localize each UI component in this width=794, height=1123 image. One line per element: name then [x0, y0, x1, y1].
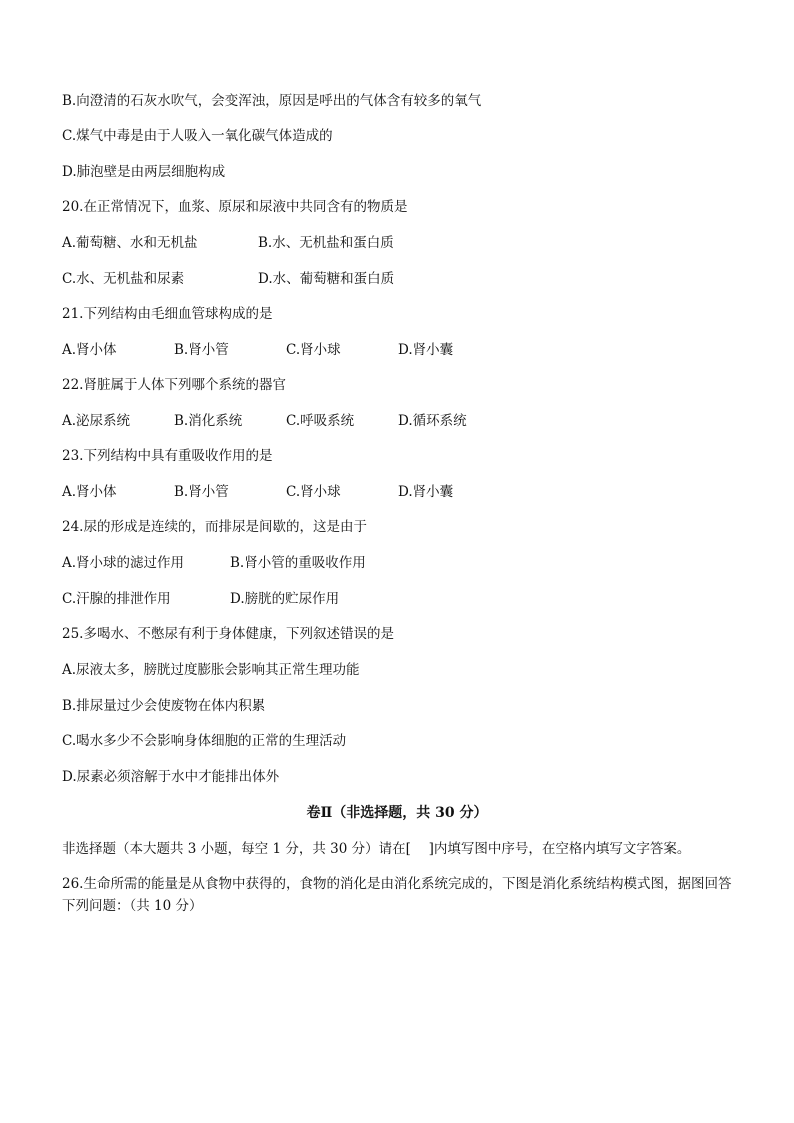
q24-option-d: D.膀胱的贮尿作用: [230, 591, 340, 607]
q21-option-d: D.肾小囊: [398, 342, 454, 358]
q20-option-c: C.水、无机盐和尿素: [62, 271, 185, 287]
section-2-instructions: 非选择题（本大题共 3 小题，每空 1 分，共 30 分）请在[ ]内填写图中序号，在空格内填写文字答案。: [62, 841, 691, 857]
q25-option-b: B.排尿量过少会使废物在体内积累: [62, 698, 266, 714]
q24-stem: 24.尿的形成是连续的，而排尿是间歇的，这是由于: [62, 519, 367, 535]
q21-option-b: B.肾小管: [174, 342, 229, 358]
q23-option-b: B.肾小管: [174, 484, 229, 500]
q26-stem: 26.生命所需的能量是从食物中获得的，食物的消化是由消化系统完成的，下图是消化系统结构模式图，据图回答下列问题：（共 10 分）: [62, 876, 732, 914]
q24-option-b: B.肾小管的重吸收作用: [230, 555, 366, 571]
section-2-title: 卷Ⅱ（非选择题，共 30 分）: [306, 805, 488, 821]
q20-stem: 20.在正常情况下，血浆、原尿和尿液中共同含有的物质是: [62, 199, 408, 215]
q25-stem: 25.多喝水、不憋尿有利于身体健康，下列叙述错误的是: [62, 626, 394, 642]
q19-option-b: B.向澄清的石灰水吹气，会变浑浊，原因是呼出的气体含有较多的氧气: [62, 93, 482, 109]
q19-option-d: D.肺泡壁是由两层细胞构成: [62, 164, 226, 180]
q22-option-d: D.循环系统: [398, 413, 467, 429]
q19-option-c: C.煤气中毒是由于人吸入一氧化碳气体造成的: [62, 128, 333, 144]
q23-option-a: A.肾小体: [62, 484, 117, 500]
q20-option-d: D.水、葡萄糖和蛋白质: [258, 271, 395, 287]
q23-option-c: C.肾小球: [286, 484, 341, 500]
q22-option-a: A.泌尿系统: [62, 413, 131, 429]
q23-option-d: D.肾小囊: [398, 484, 454, 500]
q25-option-d: D.尿素必须溶解于水中才能排出体外: [62, 769, 280, 785]
q25-option-c: C.喝水多少不会影响身体细胞的正常的生理活动: [62, 733, 347, 749]
q21-option-c: C.肾小球: [286, 342, 341, 358]
q20-option-a: A.葡萄糖、水和无机盐: [62, 235, 198, 251]
q20-option-b: B.水、无机盐和蛋白质: [258, 235, 394, 251]
q23-stem: 23.下列结构中具有重吸收作用的是: [62, 448, 273, 464]
q22-stem: 22.肾脏属于人体下列哪个系统的器官: [62, 377, 286, 393]
q21-stem: 21.下列结构由毛细血管球构成的是: [62, 306, 273, 322]
q22-option-c: C.呼吸系统: [286, 413, 355, 429]
q24-option-a: A.肾小球的滤过作用: [62, 555, 185, 571]
q21-option-a: A.肾小体: [62, 342, 117, 358]
q22-option-b: B.消化系统: [174, 413, 243, 429]
q24-option-c: C.汗腺的排泄作用: [62, 591, 171, 607]
q25-option-a: A.尿液太多，膀胱过度膨胀会影响其正常生理功能: [62, 662, 360, 678]
